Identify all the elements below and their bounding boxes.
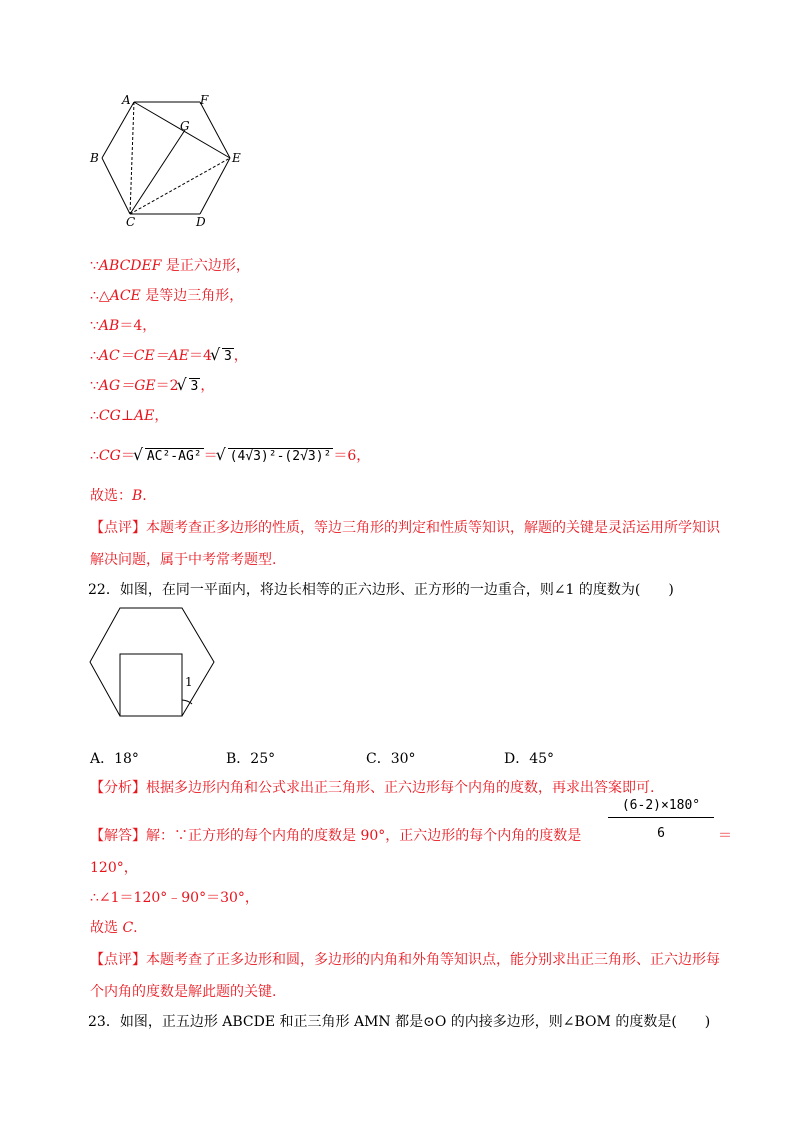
sol-line-6: ∴CG⊥AE， — [90, 408, 169, 424]
option-a[interactable]: A．18° — [90, 751, 139, 767]
analysis-22: 【分析】根据多边形内角和公式求出正三角形、正六边形每个内角的度数，再求出答案即可. — [90, 780, 655, 796]
label-g: G — [180, 119, 190, 133]
review-22-line-2: 个内角的度数是解此题的关键. — [90, 984, 277, 1000]
answer-22-line-2: 120°， — [90, 860, 138, 876]
answer-22-line-3: ∴∠1＝120°﹣90°＝30°， — [90, 890, 259, 906]
sol-line-3: ∵AB＝4， — [90, 318, 157, 334]
sol-line-7: ∴CG＝√ AC²-AG² ＝√ (4√3)²-(2√3)² ＝6， — [90, 446, 370, 467]
option-b[interactable]: B．25° — [226, 751, 276, 767]
option-c[interactable]: C．30° — [366, 751, 416, 767]
sol-line-8: 故选：B. — [90, 488, 147, 504]
fraction: $\frac{(6-2)\times 180^\circ}{6}$ — [608, 798, 714, 841]
review-22-line-1: 【点评】本题考查了正多边形和圆，多边形的内角和外角等知识点，能分别求出正三角形、正六边形每 — [90, 952, 720, 968]
label-a: A — [122, 93, 131, 107]
sol-line-2: ∴△ACE 是等边三角形， — [90, 288, 244, 304]
sol-line-4: ∴AC＝CE＝AE＝4√ 3 ， — [90, 346, 248, 367]
label-d: D — [196, 215, 206, 229]
label-f: F — [200, 93, 209, 107]
label-c: C — [126, 215, 136, 229]
option-d[interactable]: D．45° — [504, 751, 555, 767]
sol-line-5: ∵AG＝GE＝2√ 3 ， — [90, 376, 214, 397]
angle-1-label: 1 — [185, 675, 193, 689]
hexagon-square-figure — [88, 604, 224, 722]
answer-22-line-4: 故选 C. — [90, 920, 138, 936]
sol-line-1: ∵ABCDEF 是正六边形， — [90, 258, 250, 274]
review-21-line-2: 解决问题，属于中考常考题型. — [90, 552, 277, 568]
q23-stem: 23．如图，正五边形 ABCDE 和正三角形 AMN 都是⊙O 的内接多边形，则∠BOM 的度数是( ) — [88, 1014, 711, 1030]
answer-22-line-1: 【解答】解：∵正方形的每个内角的度数是 90°，正六边形的每个内角的度数是 — [90, 828, 582, 844]
fraction-equals: ＝ — [718, 828, 732, 844]
hexagon-figure-abcdef — [88, 92, 258, 230]
review-21-line-1: 【点评】本题考查正多边形的性质，等边三角形的判定和性质等知识，解题的关键是灵活运用所学知识 — [90, 520, 720, 536]
label-b: B — [90, 151, 99, 165]
label-e: E — [232, 151, 241, 165]
q22-stem: 22．如图，在同一平面内，将边长相等的正六边形、正方形的一边重合，则∠1 的度数为( ) — [88, 582, 674, 598]
